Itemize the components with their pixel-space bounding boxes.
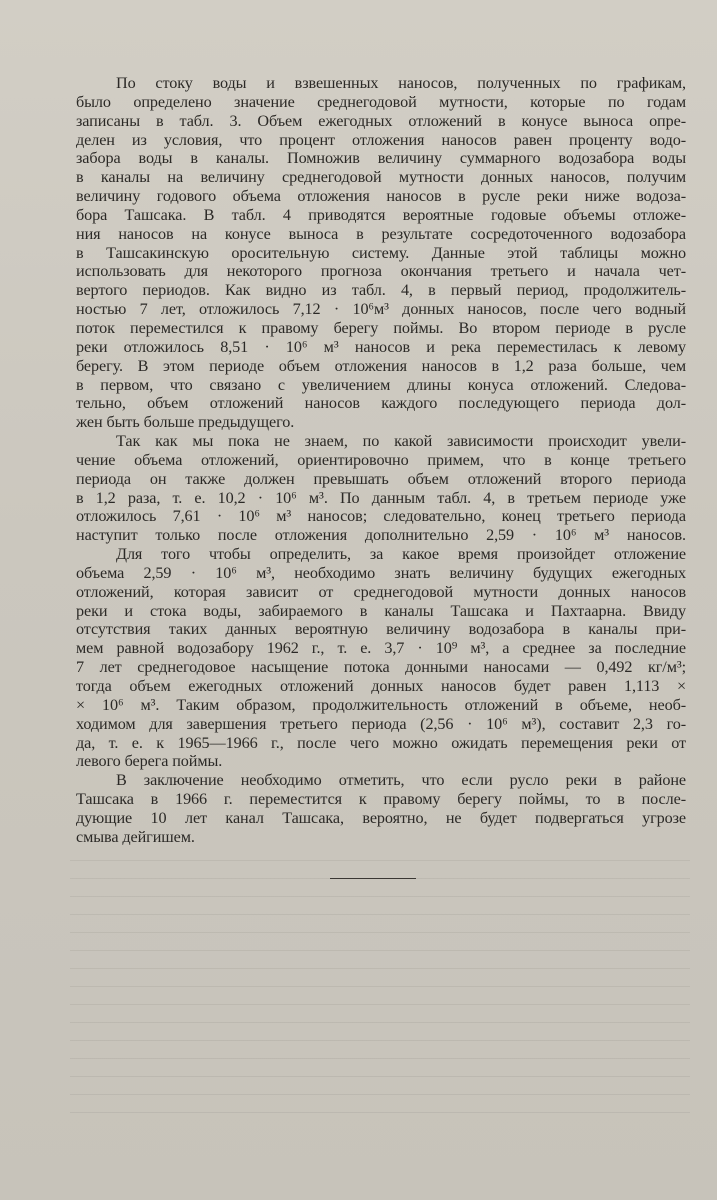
text-line: в Ташсакинскую оросительную систему. Данные этой таблицы можно bbox=[76, 243, 686, 262]
text-line: Так как мы пока не знаем, по какой зависимости происходит увели- bbox=[116, 432, 686, 451]
text-line: × 10⁶ м³. Таким образом, продолжительность отложений в объеме, необ- bbox=[76, 695, 686, 714]
text-line: ностью 7 лет, отложилось 7,12 · 10⁶м³ донных наносов, после чего водный bbox=[76, 300, 686, 319]
text-line: тельно, объем отложений наносов каждого последующего периода дол- bbox=[76, 394, 686, 413]
text-line: величину годового объема отложения наносов в русле реки ниже водоза- bbox=[76, 187, 686, 206]
text-line: отложилось 7,61 · 10⁶ м³ наносов; следовательно, конец третьего периода bbox=[76, 507, 686, 526]
text-line: реки отложилось 8,51 · 10⁶ м³ наносов и река переместилась к левому bbox=[76, 337, 686, 356]
text-line: реки и стока воды, забираемого в каналы Ташсака и Пахтаарна. Ввиду bbox=[76, 601, 686, 620]
text-line: ния наносов на конусе выноса в результате сосредоточенного водозабора bbox=[76, 224, 686, 243]
text-line: в первом, что связано с увеличением длины конуса отложений. Следова- bbox=[76, 375, 686, 394]
text-line: левого берега поймы. bbox=[76, 752, 223, 771]
text-line: отложений, которая зависит от среднегодовой мутности донных наносов bbox=[76, 582, 686, 601]
text-line: периода он также должен превышать объем отложений второго периода bbox=[76, 469, 686, 488]
text-line: бора Ташсака. В табл. 4 приводятся вероятные годовые объемы отложе- bbox=[76, 205, 686, 224]
text-line: Для того чтобы определить, за какое время произойдет отложение bbox=[116, 545, 686, 564]
text-line: дующие 10 лет канал Ташсака, вероятно, не будет подвергаться угрозе bbox=[76, 808, 686, 827]
text-line: было определено значение среднегодовой мутности, которые по годам bbox=[76, 92, 686, 111]
text-line: записаны в табл. 3. Объем ежегодных отложений в конусе выноса опре- bbox=[76, 111, 686, 130]
text-line: вертого периодов. Как видно из табл. 4, в первый период, продолжитель- bbox=[76, 281, 686, 300]
paragraph-1 bbox=[76, 74, 686, 432]
text-line: отсутствия таких данных вероятную величину водозабора в каналы при- bbox=[76, 620, 686, 639]
text-line: объема 2,59 · 10⁶ м³, необходимо знать величину будущих ежегодных bbox=[76, 563, 686, 582]
text-line: в 1,2 раза, т. е. 10,2 · 10⁶ м³. По данным табл. 4, в третьем периоде уже bbox=[76, 488, 686, 507]
text-line: поток переместился к правому берегу поймы. Во втором периоде в русле bbox=[76, 318, 686, 337]
text-line: использовать для некоторого прогноза окончания третьего и начала чет- bbox=[76, 262, 686, 281]
text-line: чение объема отложений, ориентировочно примем, что в конце третьего bbox=[76, 450, 686, 469]
paragraph-2 bbox=[76, 432, 686, 545]
text-line: По стоку воды и взвешенных наносов, полученных по графикам, bbox=[116, 74, 686, 92]
paragraph-3 bbox=[76, 545, 686, 771]
text-line: В заключение необходимо отметить, что если русло реки в районе bbox=[116, 771, 686, 790]
text-line: забора воды в каналы. Помножив величину суммарного водозабора воды bbox=[76, 149, 686, 168]
text-line: делен из условия, что процент отложения наносов равен проценту водо- bbox=[76, 130, 686, 149]
text-line: смыва дейгишем. bbox=[76, 827, 195, 846]
text-line: берегу. В этом периоде объем отложения наносов в 1,2 раза больше, чем bbox=[76, 356, 686, 375]
text-line: 7 лет среднегодовое насыщение потока донными наносами — 0,492 кг/м³; bbox=[76, 658, 686, 677]
body-text bbox=[76, 74, 686, 847]
text-line: наступит только после отложения дополнительно 2,59 · 10⁶ м³ наносов. bbox=[76, 526, 686, 545]
text-line: тогда объем ежегодных отложений донных наносов будет равен 1,113 × bbox=[76, 677, 686, 695]
text-line: да, т. е. к 1965—1966 г., после чего можно ожидать перемещения реки от bbox=[76, 733, 686, 752]
text-line: ходимом для завершения третьего периода (2,56 · 10⁶ м³), составит 2,3 го- bbox=[76, 714, 686, 733]
bleed-through-texture bbox=[70, 860, 690, 1120]
text-line: мем равной водозабору 1962 г., т. е. 3,7 · 10⁹ м³, а среднее за последние bbox=[76, 639, 686, 658]
paragraph-4 bbox=[76, 771, 686, 846]
text-line: в каналы на величину среднегодовой мутности донных наносов, получим bbox=[76, 168, 686, 187]
text-line: жен быть больше предыдущего. bbox=[76, 413, 295, 432]
section-end-rule bbox=[330, 878, 416, 879]
text-line: Ташсака в 1966 г. переместится к правому берегу поймы, то в после- bbox=[76, 790, 686, 809]
